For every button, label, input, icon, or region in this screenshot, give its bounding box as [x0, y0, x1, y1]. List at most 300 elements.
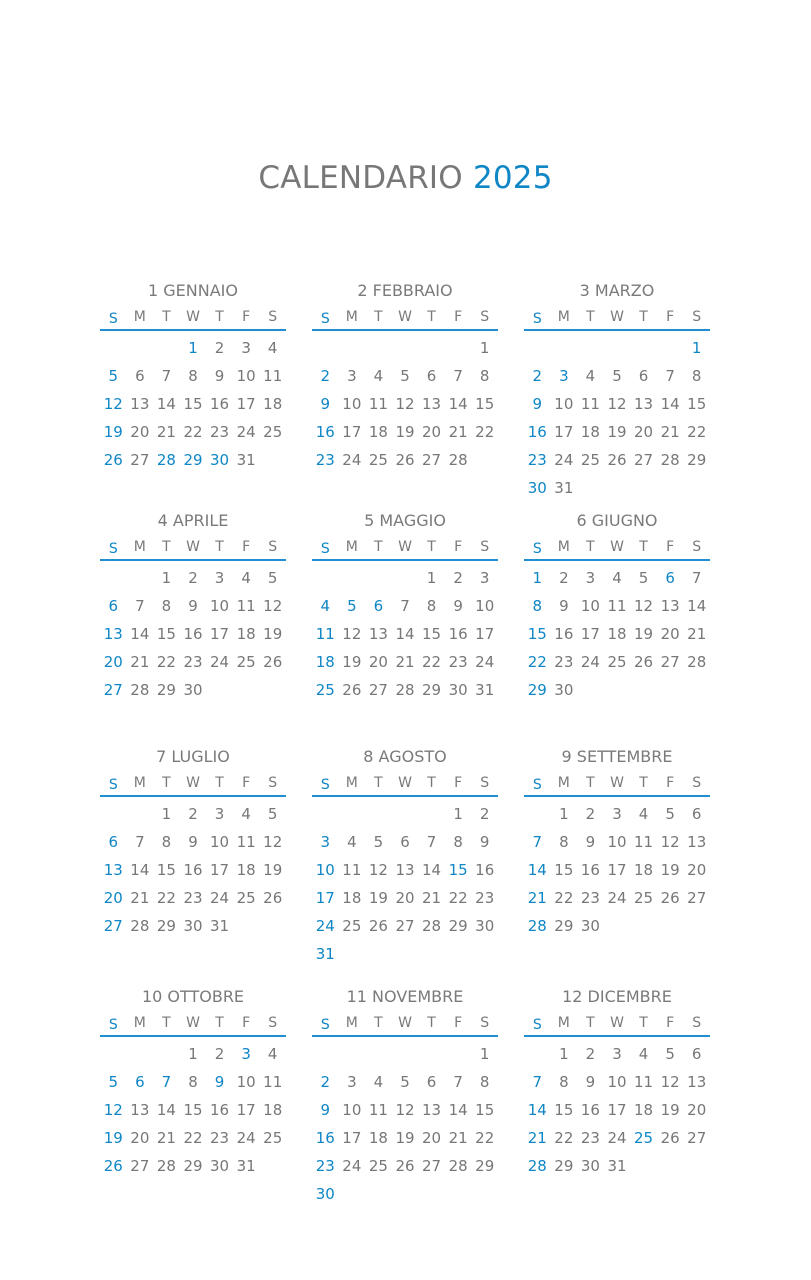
- day-cell: 26: [660, 889, 680, 907]
- day-cell: 16: [315, 423, 335, 441]
- day-cell: 3: [347, 367, 357, 385]
- weekday-label: S: [692, 309, 702, 325]
- day-cell: 26: [263, 653, 283, 671]
- day-cell: 19: [395, 1129, 415, 1147]
- day-cell: 23: [183, 653, 203, 671]
- weekday-label: S: [268, 539, 278, 555]
- day-cell: 26: [368, 917, 388, 935]
- weekday-label: M: [133, 775, 146, 791]
- day-cell: 4: [241, 805, 251, 823]
- day-cell: 11: [236, 597, 256, 615]
- day-cell: 24: [342, 1157, 362, 1175]
- day-cell: 16: [210, 1101, 230, 1119]
- weekday-header: [100, 536, 286, 558]
- day-cell: 4: [320, 597, 331, 615]
- day-cell: 27: [687, 889, 707, 907]
- title-text: CALENDARIO: [258, 160, 463, 196]
- day-cell: 13: [103, 861, 123, 879]
- day-cell: 16: [448, 625, 468, 643]
- day-cell: 28: [130, 917, 150, 935]
- day-cell: 2: [214, 1045, 225, 1063]
- day-cell: 18: [580, 423, 600, 441]
- day-cell: 5: [612, 367, 622, 385]
- day-cell: 19: [395, 423, 415, 441]
- day-cell: 13: [687, 1073, 707, 1091]
- day-cell: 15: [475, 1101, 495, 1119]
- day-cell: 16: [315, 1129, 335, 1147]
- day-cell: 27: [422, 1157, 442, 1175]
- day-cell: 11: [263, 1073, 283, 1091]
- day-cell: 30: [210, 1157, 230, 1175]
- day-cell: 23: [315, 1157, 335, 1175]
- month-name: 4 APRILE: [157, 511, 229, 530]
- header-rule: [312, 795, 498, 797]
- day-cell: 1: [161, 805, 172, 823]
- day-cell: 28: [130, 681, 150, 699]
- weekday-label: S: [532, 311, 542, 327]
- day-cell: 29: [448, 917, 468, 935]
- day-cell: 15: [554, 861, 574, 879]
- weekday-label: F: [666, 539, 675, 555]
- day-cell: 10: [342, 395, 362, 413]
- day-cell: 29: [156, 917, 176, 935]
- day-cell: 11: [263, 367, 283, 385]
- day-cell: 19: [263, 625, 283, 643]
- day-cell: 26: [660, 1129, 680, 1147]
- day-cell: 9: [585, 833, 596, 851]
- weekday-label: W: [610, 539, 624, 555]
- day-cell: 14: [395, 625, 415, 643]
- day-cell: 28: [527, 917, 547, 935]
- day-cell: 2: [453, 569, 463, 587]
- day-cell: 7: [426, 833, 437, 851]
- day-cell: 5: [267, 569, 278, 587]
- day-cell: 5: [400, 1073, 410, 1091]
- weekday-label: S: [108, 1017, 118, 1033]
- day-cell: 9: [214, 1073, 225, 1091]
- day-cell: 27: [634, 451, 654, 469]
- day-cell: 3: [585, 569, 596, 587]
- day-cell: 5: [400, 367, 410, 385]
- weekday-label: F: [666, 775, 675, 791]
- weekday-label: W: [186, 309, 200, 325]
- day-cell: 28: [156, 1157, 176, 1175]
- day-cell: 11: [634, 1073, 654, 1091]
- day-cell: 3: [241, 1045, 251, 1063]
- day-cell: 12: [395, 1101, 415, 1119]
- day-cell: 4: [267, 1045, 278, 1063]
- day-cell: 24: [236, 423, 256, 441]
- day-cell: 19: [634, 625, 654, 643]
- weekday-label: T: [639, 1015, 648, 1031]
- day-cell: 24: [315, 917, 335, 935]
- day-cell: 25: [342, 917, 362, 935]
- weekday-label: S: [108, 311, 118, 327]
- weekday-label: S: [480, 309, 490, 325]
- weekday-label: W: [186, 539, 200, 555]
- day-cell: 30: [183, 917, 203, 935]
- day-cell: 21: [156, 1129, 176, 1147]
- weekday-label: T: [215, 539, 224, 555]
- day-cell: 30: [527, 479, 547, 497]
- day-cell: 29: [687, 451, 707, 469]
- day-cell: 9: [479, 833, 490, 851]
- day-cell: 20: [368, 653, 388, 671]
- day-cell: 10: [580, 597, 600, 615]
- day-cell: 18: [315, 653, 335, 671]
- day-cell: 12: [263, 597, 283, 615]
- day-cell: 20: [687, 861, 707, 879]
- day-cell: 22: [183, 423, 203, 441]
- day-cell: 2: [214, 339, 225, 357]
- day-cell: 6: [691, 805, 702, 823]
- day-cell: 26: [607, 451, 627, 469]
- day-cell: 5: [638, 569, 649, 587]
- day-cell: 28: [422, 917, 442, 935]
- day-cell: 15: [687, 395, 707, 413]
- weekday-label: W: [610, 309, 624, 325]
- day-cell: 21: [687, 625, 707, 643]
- day-cell: 17: [342, 423, 362, 441]
- day-cell: 7: [161, 367, 172, 385]
- day-cell: 6: [108, 597, 119, 615]
- weekday-label: T: [639, 309, 648, 325]
- day-cell: 13: [687, 833, 707, 851]
- day-cell: 29: [527, 681, 547, 699]
- day-cell: 22: [422, 653, 442, 671]
- day-cell: 27: [130, 451, 150, 469]
- day-cell: 13: [634, 395, 654, 413]
- day-cell: 23: [554, 653, 574, 671]
- weekday-label: T: [586, 539, 595, 555]
- day-cell: 1: [188, 339, 198, 357]
- day-cell: 29: [422, 681, 442, 699]
- day-cell: 19: [263, 861, 283, 879]
- day-cell: 31: [236, 1157, 256, 1175]
- day-cell: 23: [210, 1129, 230, 1147]
- day-cell: 24: [210, 653, 230, 671]
- day-cell: 16: [527, 423, 547, 441]
- weekday-header: [312, 772, 498, 794]
- day-cell: 27: [368, 681, 388, 699]
- day-cell: 15: [448, 861, 468, 879]
- day-cell: 13: [422, 1101, 442, 1119]
- day-cell: 12: [395, 395, 415, 413]
- day-cell: 1: [161, 569, 172, 587]
- day-cell: 11: [634, 833, 654, 851]
- header-rule: [524, 1035, 710, 1037]
- day-cell: 22: [475, 1129, 495, 1147]
- day-cell: 23: [315, 451, 335, 469]
- weekday-label: W: [610, 1015, 624, 1031]
- day-cell: 27: [103, 681, 123, 699]
- weekday-label: S: [108, 777, 118, 793]
- day-cell: 18: [368, 423, 388, 441]
- day-cell: 10: [236, 1073, 256, 1091]
- day-cell: 17: [210, 861, 230, 879]
- weekday-label: T: [427, 309, 436, 325]
- day-cell: 14: [660, 395, 680, 413]
- day-cell: 17: [554, 423, 574, 441]
- day-cell: 3: [241, 339, 251, 357]
- day-cell: 18: [236, 861, 256, 879]
- day-cell: 24: [236, 1129, 256, 1147]
- day-cell: 7: [135, 597, 145, 615]
- day-cell: 18: [342, 889, 362, 907]
- weekday-label: M: [345, 1015, 358, 1031]
- weekday-label: M: [345, 539, 358, 555]
- day-cell: 13: [130, 1101, 150, 1119]
- day-cell: 6: [135, 1073, 145, 1091]
- day-cell: 6: [135, 367, 145, 385]
- day-cell: 30: [315, 1185, 335, 1203]
- day-cell: 7: [665, 367, 675, 385]
- month-name: 6 GIUGNO: [576, 511, 658, 530]
- day-cell: 11: [236, 833, 256, 851]
- weekday-label: W: [398, 539, 412, 555]
- day-cell: 28: [687, 653, 707, 671]
- day-cell: 3: [612, 1045, 622, 1063]
- weekday-header: [524, 536, 710, 558]
- day-cell: 9: [559, 597, 569, 615]
- weekday-label: S: [480, 539, 490, 555]
- day-cell: 29: [183, 451, 203, 469]
- header-rule: [100, 559, 286, 561]
- day-cell: 6: [426, 367, 437, 385]
- day-cell: 3: [612, 805, 622, 823]
- weekday-label: F: [454, 309, 463, 325]
- day-cell: 14: [156, 1101, 176, 1119]
- day-cell: 14: [130, 625, 150, 643]
- day-cell: 2: [585, 805, 596, 823]
- day-cell: 12: [342, 625, 362, 643]
- month-name: 10 OTTOBRE: [141, 987, 245, 1006]
- day-cell: 20: [103, 653, 123, 671]
- header-rule: [312, 329, 498, 331]
- day-cell: 12: [660, 1073, 680, 1091]
- day-cell: 14: [130, 861, 150, 879]
- weekday-label: F: [242, 539, 251, 555]
- weekday-label: M: [557, 1015, 570, 1031]
- day-cell: 20: [130, 423, 150, 441]
- day-cell: 21: [660, 423, 680, 441]
- weekday-label: W: [186, 1015, 200, 1031]
- day-cell: 4: [373, 1073, 384, 1091]
- day-cell: 20: [103, 889, 123, 907]
- day-cell: 9: [320, 1101, 331, 1119]
- day-cell: 24: [554, 451, 574, 469]
- day-cell: 1: [559, 805, 569, 823]
- day-cell: 5: [347, 597, 357, 615]
- day-cell: 9: [532, 395, 543, 413]
- day-cell: 9: [320, 395, 331, 413]
- day-cell: 17: [607, 1101, 627, 1119]
- day-cell: 12: [103, 395, 123, 413]
- day-cell: 7: [135, 833, 145, 851]
- day-cell: 27: [660, 653, 680, 671]
- day-cell: 6: [400, 833, 410, 851]
- day-cell: 5: [267, 805, 278, 823]
- day-cell: 9: [188, 597, 198, 615]
- weekday-label: T: [586, 775, 595, 791]
- day-cell: 21: [527, 1129, 547, 1147]
- day-cell: 12: [103, 1101, 123, 1119]
- day-cell: 21: [527, 889, 547, 907]
- day-cell: 21: [130, 653, 150, 671]
- weekday-label: F: [242, 1015, 251, 1031]
- weekday-label: S: [532, 1017, 542, 1033]
- day-cell: 14: [527, 861, 547, 879]
- day-cell: 23: [527, 451, 547, 469]
- day-cell: 8: [479, 1073, 490, 1091]
- day-cell: 22: [554, 889, 574, 907]
- day-cell: 9: [585, 1073, 596, 1091]
- day-cell: 29: [183, 1157, 203, 1175]
- day-cell: 15: [554, 1101, 574, 1119]
- day-cell: 21: [156, 423, 176, 441]
- day-cell: 16: [210, 395, 230, 413]
- weekday-header: [312, 536, 498, 558]
- day-cell: 6: [426, 1073, 437, 1091]
- day-cell: 25: [634, 1129, 654, 1147]
- day-cell: 27: [103, 917, 123, 935]
- day-cell: 18: [607, 625, 627, 643]
- day-cell: 31: [315, 945, 335, 963]
- day-cell: 2: [532, 367, 543, 385]
- day-cell: 15: [475, 395, 495, 413]
- day-cell: 10: [342, 1101, 362, 1119]
- title-year: 2025: [472, 160, 553, 196]
- day-cell: 8: [188, 1073, 198, 1091]
- day-cell: 10: [475, 597, 495, 615]
- day-cell: 10: [210, 833, 230, 851]
- day-cell: 31: [236, 451, 256, 469]
- day-cell: 20: [395, 889, 415, 907]
- weekday-header: [524, 306, 710, 328]
- day-cell: 20: [634, 423, 654, 441]
- day-cell: 26: [103, 1157, 123, 1175]
- day-cell: 30: [448, 681, 468, 699]
- day-cell: 20: [422, 423, 442, 441]
- day-cell: 21: [422, 889, 442, 907]
- day-cell: 6: [108, 833, 119, 851]
- day-cell: 8: [453, 833, 463, 851]
- day-cell: 20: [660, 625, 680, 643]
- day-cell: 16: [183, 861, 203, 879]
- day-cell: 6: [691, 1045, 702, 1063]
- day-cell: 25: [607, 653, 627, 671]
- day-cell: 26: [263, 889, 283, 907]
- weekday-label: T: [586, 309, 595, 325]
- day-cell: 5: [108, 367, 119, 385]
- weekday-label: M: [557, 539, 570, 555]
- weekday-label: T: [215, 309, 224, 325]
- day-cell: 22: [554, 1129, 574, 1147]
- weekday-label: T: [374, 539, 383, 555]
- day-cell: 15: [156, 625, 176, 643]
- day-cell: 11: [368, 1101, 388, 1119]
- day-cell: 16: [183, 625, 203, 643]
- header-rule: [100, 1035, 286, 1037]
- day-cell: 12: [368, 861, 388, 879]
- weekday-label: F: [454, 775, 463, 791]
- day-cell: 23: [448, 653, 468, 671]
- day-cell: 18: [236, 625, 256, 643]
- day-cell: 15: [183, 395, 203, 413]
- day-cell: 1: [691, 339, 702, 357]
- weekday-label: F: [454, 1015, 463, 1031]
- day-cell: 3: [347, 1073, 357, 1091]
- day-cell: 11: [580, 395, 600, 413]
- day-cell: 2: [559, 569, 569, 587]
- day-cell: 20: [130, 1129, 150, 1147]
- day-cell: 25: [315, 681, 335, 699]
- header-rule: [312, 559, 498, 561]
- day-cell: 8: [479, 367, 490, 385]
- header-rule: [312, 1035, 498, 1037]
- day-cell: 7: [161, 1073, 172, 1091]
- weekday-header: [524, 1012, 710, 1034]
- day-cell: 10: [554, 395, 574, 413]
- weekday-label: T: [374, 309, 383, 325]
- day-cell: 18: [263, 1101, 283, 1119]
- weekday-label: S: [692, 1015, 702, 1031]
- day-cell: 22: [527, 653, 547, 671]
- day-cell: 5: [665, 1045, 675, 1063]
- day-cell: 19: [368, 889, 388, 907]
- day-cell: 1: [188, 1045, 198, 1063]
- day-cell: 11: [607, 597, 627, 615]
- weekday-label: T: [162, 1015, 171, 1031]
- header-rule: [100, 329, 286, 331]
- day-cell: 15: [156, 861, 176, 879]
- day-cell: 22: [156, 653, 176, 671]
- day-cell: 15: [422, 625, 442, 643]
- day-cell: 27: [422, 451, 442, 469]
- day-cell: 11: [342, 861, 362, 879]
- day-cell: 23: [475, 889, 495, 907]
- day-cell: 19: [660, 861, 680, 879]
- day-cell: 29: [475, 1157, 495, 1175]
- day-cell: 25: [368, 1157, 388, 1175]
- weekday-label: M: [133, 539, 146, 555]
- day-cell: 11: [368, 395, 388, 413]
- day-cell: 8: [559, 833, 569, 851]
- day-cell: 25: [236, 653, 256, 671]
- weekday-label: M: [133, 1015, 146, 1031]
- day-cell: 1: [453, 805, 463, 823]
- day-cell: 3: [320, 833, 331, 851]
- weekday-label: S: [320, 777, 330, 793]
- month-name: 8 AGOSTO: [363, 747, 447, 766]
- weekday-label: S: [532, 777, 542, 793]
- day-cell: 24: [342, 451, 362, 469]
- day-cell: 8: [188, 367, 198, 385]
- weekday-label: M: [557, 309, 570, 325]
- day-cell: 10: [607, 833, 627, 851]
- day-cell: 22: [183, 1129, 203, 1147]
- day-cell: 7: [400, 597, 410, 615]
- day-cell: 26: [342, 681, 362, 699]
- day-cell: 1: [532, 569, 543, 587]
- day-cell: 17: [475, 625, 495, 643]
- weekday-header: [100, 306, 286, 328]
- weekday-label: W: [610, 775, 624, 791]
- weekday-label: T: [374, 1015, 383, 1031]
- day-cell: 10: [210, 597, 230, 615]
- day-cell: 10: [607, 1073, 627, 1091]
- day-cell: 17: [342, 1129, 362, 1147]
